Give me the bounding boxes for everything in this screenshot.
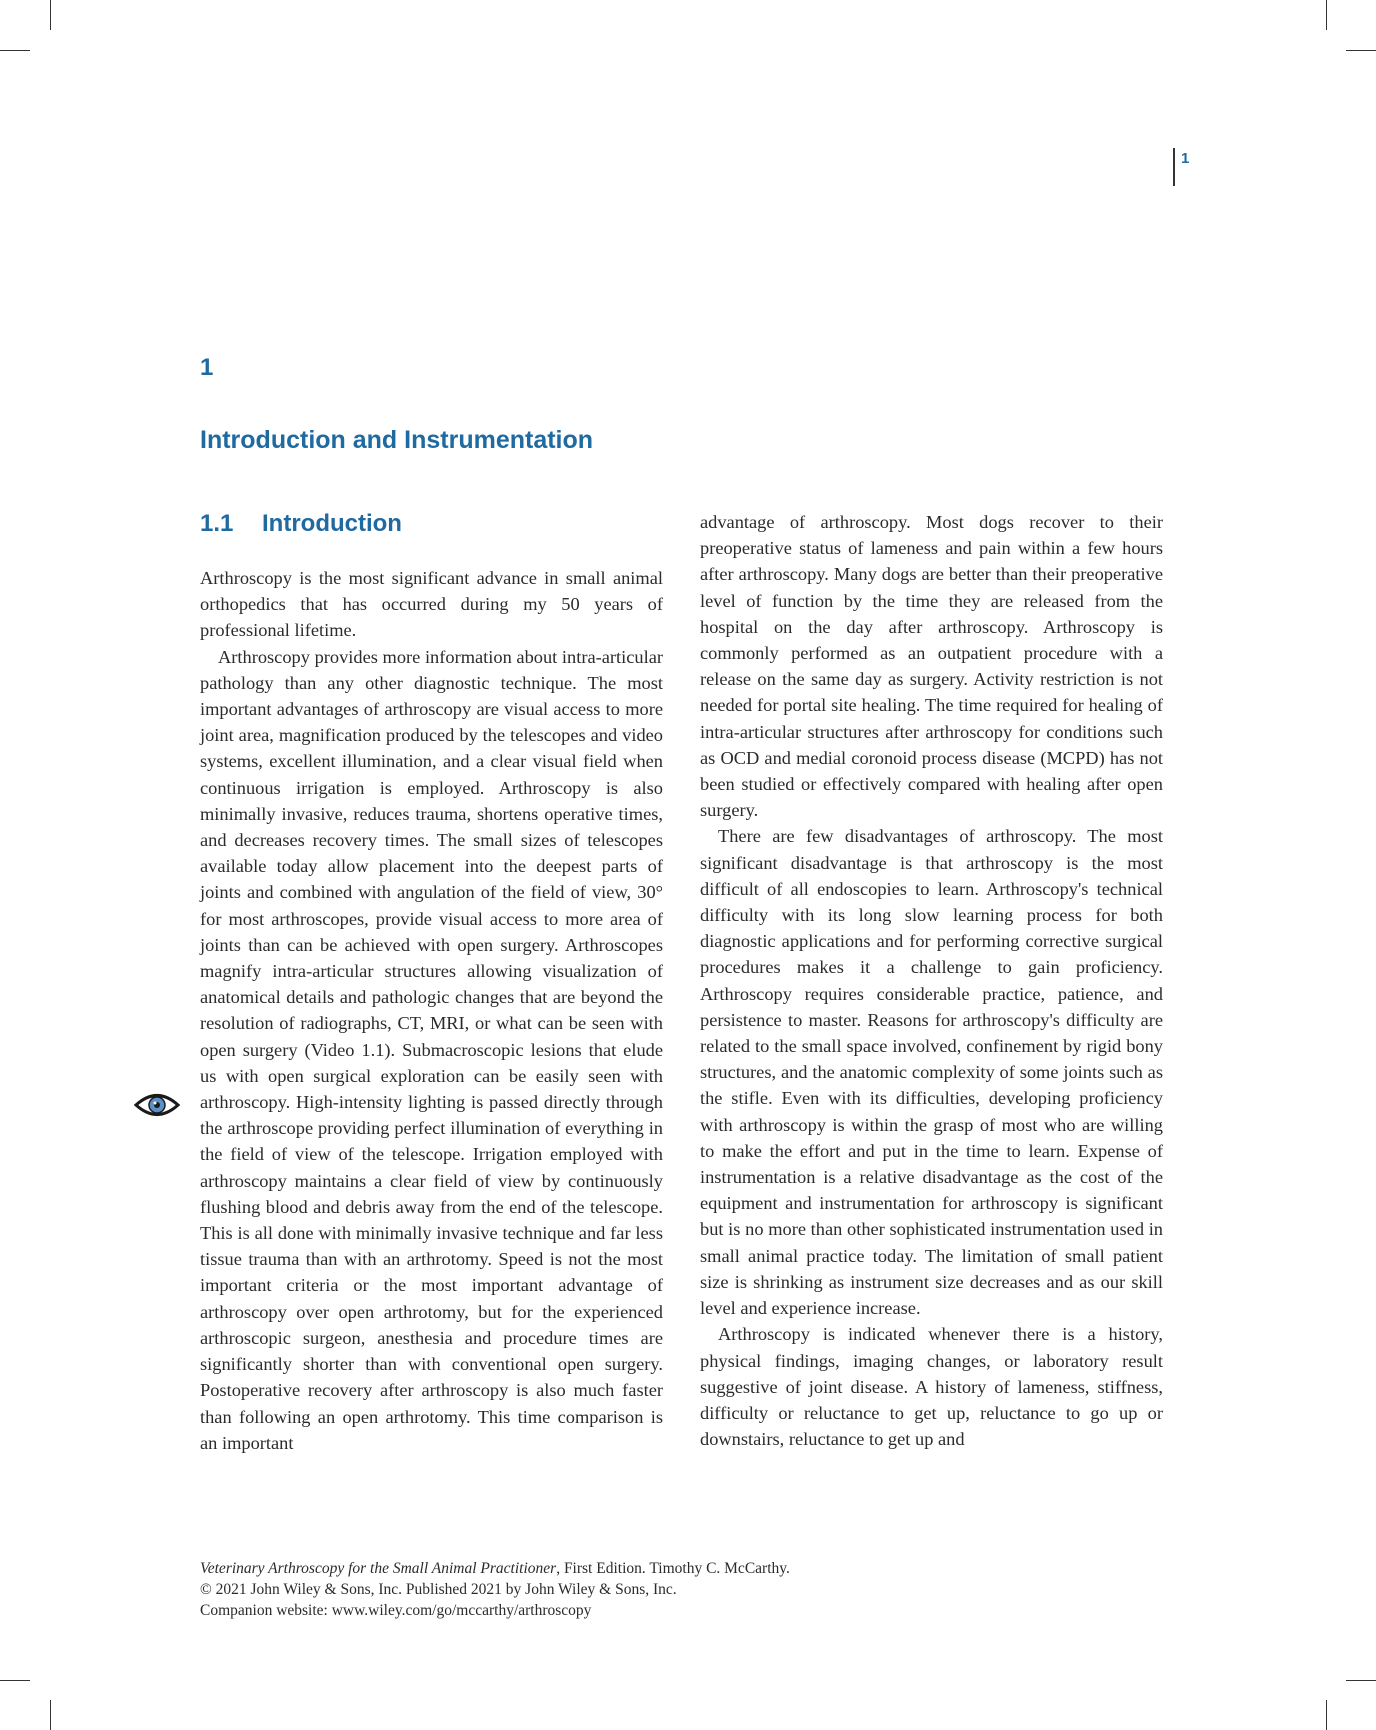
left-column (200, 565, 663, 1456)
right-column (700, 509, 1163, 1452)
paragraph: There are few disadvantages of arthroscopy. The most significant disadvantage is that arthroscopy is the most difficult of all endoscopies to learn. Arthroscopy's technical difficulty with its long slow learning process for both diagnostic applications and for performing corrective surgical procedures makes it a challenge to gain proficiency. Arthroscopy requires considerable practice, patience, and persistence to master. Reasons for arthroscopy's difficulty are related to the small space involved, confinement by rigid bony structures, and the anatomic complexity of some joints such as the stifle. Even with its difficulties, developing proficiency with arthroscopy is within the grasp of most who are willing to make the effort and put in the time to learn. Expense of instrumentation is a relative disadvantage as the cost of the equipment and instrumentation for arthroscopy is significant but is no more than other sophisticated instrumentation used in small animal practice today. The limitation of small patient size is shrinking as instrument size decreases and as our skill level and experience increase. (700, 826, 1163, 1319)
crop-mark-tl-h (0, 50, 30, 51)
crop-mark-tr-v (1326, 0, 1327, 30)
folio-rule (1173, 148, 1175, 186)
copyright-line: © 2021 John Wiley & Sons, Inc. Published 2021 by John Wiley & Sons, Inc. (200, 1581, 677, 1598)
book-title: Veterinary Arthroscopy for the Small Animal Practitioner (200, 1560, 557, 1577)
section-title: Introduction (262, 510, 402, 537)
eye-icon[interactable] (134, 1090, 180, 1120)
section-number: 1.1 (200, 510, 234, 537)
page-number: 1 (1181, 150, 1190, 167)
section-heading (200, 510, 402, 538)
book-footer (200, 1558, 790, 1621)
edition-author: , First Edition. Timothy C. McCarthy. (556, 1560, 790, 1577)
paragraph: Arthroscopy is indicated whenever there is a history, physical findings, imaging changes, or laboratory result suggestive of joint disease. A history of lameness, stiffness, difficulty or reluctance to get up, reluctance to go up or downstairs, reluctance to get up and (700, 1324, 1163, 1450)
crop-mark-br-h (1346, 1680, 1376, 1681)
crop-mark-bl-v (50, 1700, 51, 1730)
crop-mark-bl-h (0, 1680, 30, 1681)
chapter-title: Introduction and Instrumentation (200, 426, 594, 454)
paragraph: Arthroscopy provides more information about intra-articular pathology than any other diagnostic technique. The most important advantages of arthroscopy are visual access to more joint area, magnification produced by the telescopes and video systems, excellent illumination, and a clear visual field when continuous irrigation is employed. Arthroscopy is also minimally invasive, reduces trauma, shortens operative times, and decreases recovery times. The small sizes of telescopes available today allow placement into the deepest parts of joints and combined with angulation of the field of view, 30° for most arthroscopes, provide visual access to more area of joints than can be achieved with open surgery. Arthroscopes magnify intra-articular structures allowing visualization of anatomical details and pathologic changes that are beyond the resolution of radiographs, CT, MRI, or what can be seen with open surgery (Video 1.1). Submacroscopic lesions that elude us with open surgical exploration can be easily seen with arthroscopy. High-intensity lighting is passed directly through the arthroscope providing perfect illumination of everything in the field of view of the telescope. Irrigation employed with arthroscopy maintains a clear field of view by continuously flushing blood and debris away from the end of the telescope. This is all done with minimally invasive technique and far less tissue trauma than with an arthrotomy. Speed is not the most important criteria or the most important advantage of arthroscopy over open arthrotomy, but for the experienced arthroscopic surgeon, anesthesia and procedure times are significantly shorter than with conventional open surgery. Postoperative recovery after arthroscopy is also much faster than following an open arthrotomy. This time comparison is an important (200, 646, 663, 1453)
chapter-number: 1 (200, 354, 214, 381)
crop-mark-tl-v (50, 0, 51, 30)
paragraph: advantage of arthroscopy. Most dogs recover to their preoperative status of lameness and pain within a few hours after arthroscopy. Many dogs are better than their preoperative level of function by the time they are released from the hospital on the day after arthroscopy. Arthroscopy is commonly performed as an outpatient procedure with a release on the same day as surgery. Activity restriction is not needed for portal site healing. The time required for healing of intra-articular structures after arthroscopy for conditions such as OCD and medial coronoid process disease (MCPD) has not been studied or effectively compared with healing after open surgery. (700, 512, 1163, 821)
crop-mark-tr-h (1346, 50, 1376, 51)
crop-mark-br-v (1326, 1700, 1327, 1730)
citation-line (200, 1558, 790, 1579)
companion-website[interactable]: Companion website: www.wiley.com/go/mccarthy/arthroscopy (200, 1602, 592, 1619)
paragraph: Arthroscopy is the most significant advance in small animal orthopedics that has occurred during my 50 years of professional lifetime. (200, 568, 663, 641)
